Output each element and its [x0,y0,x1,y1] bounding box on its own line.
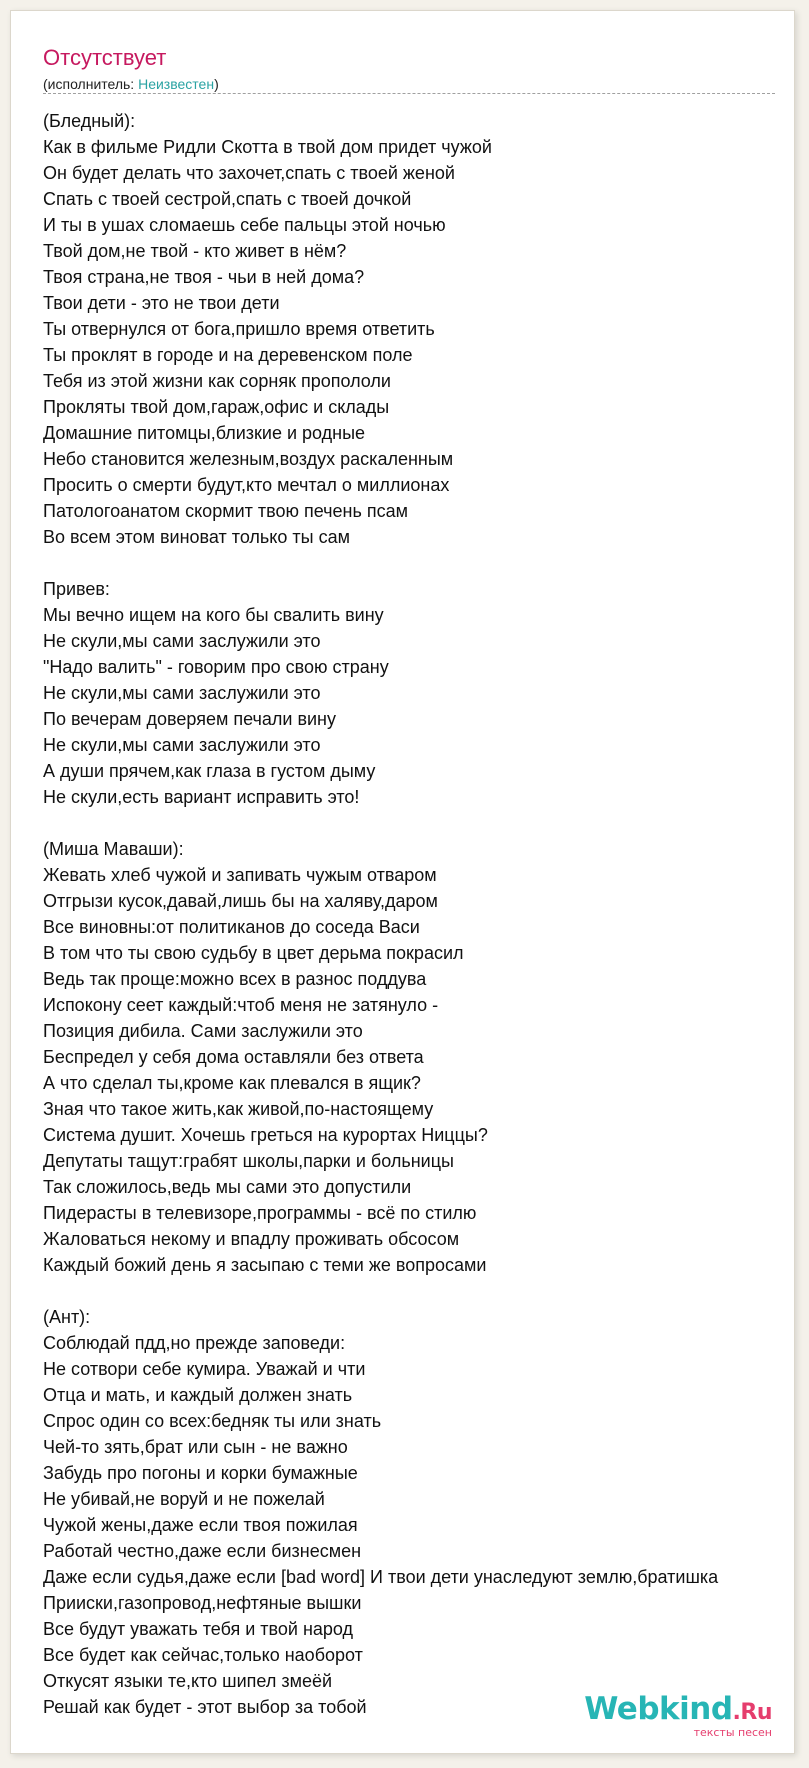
lyric-line: "Надо валить" - говорим про свою страну [43,657,389,677]
lyric-line: Спрос один со всех:бедняк ты или знать [43,1411,382,1431]
lyric-line: По вечерам доверяем печали вину [43,709,337,729]
lyric-line: (Бледный): [43,111,136,131]
lyric-line: Пидерасты в телевизоре,программы - всё по стилю [43,1203,477,1223]
lyric-line: Каждый божий день я засыпаю с теми же вопросами [43,1255,487,1275]
lyric-line: Твоя страна,не твоя - чьи в ней дома? [43,267,365,287]
lyric-line: Спать с твоей сестрой,спать с твоей дочкой [43,189,412,209]
lyric-line: Даже если судья,даже если [bad word] И твои дети унаследуют землю,братишка [43,1567,719,1587]
lyric-line: Все будут уважать тебя и твой народ [43,1619,354,1639]
artist-prefix: (исполнитель: [43,76,139,92]
lyric-line: Прокляты твой дом,гараж,офис и склады [43,397,390,417]
logo-wordmark [584,1692,772,1730]
artist-suffix: ) [214,76,219,92]
lyric-line: Ты отвернулся от бога,пришло время ответить [43,319,435,339]
lyric-line: Твой дом,не твой - кто живет в нём? [43,241,347,261]
lyric-line: Так сложилось,ведь мы сами это допустили [43,1177,412,1197]
lyric-line: Позиция дибила. Сами заслужили это [43,1021,363,1041]
artist-line [43,75,219,93]
lyric-line: Тебя из этой жизни как сорняк пропололи [43,371,391,391]
site-logo[interactable] [584,1692,772,1739]
lyric-line: Не скули,мы сами заслужили это [43,683,321,703]
divider [43,93,775,94]
lyric-line: В том что ты свою судьбу в цвет дерьма покрасил [43,943,464,963]
lyric-line: Система душит. Хочешь греться на курортах Ниццы? [43,1125,488,1145]
lyric-line: Во всем этом виноват только ты сам [43,527,350,547]
logo-subtitle: тексты песен [693,1726,772,1739]
lyric-line: (Миша Маваши): [43,839,184,859]
lyric-blank-line [43,550,795,576]
lyric-line: Испокону сеет каждый:чтоб меня не затянуло - [43,995,439,1015]
lyric-line: Решай как будет - этот выбор за тобой [43,1697,367,1717]
lyric-line: Отгрызи кусок,давай,лишь бы на халяву,даром [43,891,438,911]
lyric-line: Зная что такое жить,как живой,по-настоящему [43,1099,434,1119]
lyric-line: Патологоанатом скормит твою печень псам [43,501,408,521]
lyric-line: Не сотвори себе кумира. Уважай и чти [43,1359,366,1379]
lyric-line: Отца и мать, и каждый должен знать [43,1385,353,1405]
lyric-line: Депутаты тащут:грабят школы,парки и больницы [43,1151,454,1171]
lyric-line: Чей-то зять,брат или сын - не важно [43,1437,348,1457]
lyric-line: Не скули,мы сами заслужили это [43,735,321,755]
lyric-line: Прииски,газопровод,нефтяные вышки [43,1593,362,1613]
lyric-line: Все виновны:от политиканов до соседа Васи [43,917,420,937]
lyric-line: Небо становится железным,воздух раскаленным [43,449,454,469]
lyric-line: А души прячем,как глаза в густом дыму [43,761,376,781]
song-title: Отсутствует [43,45,167,70]
lyric-line: Все будет как сейчас,только наоборот [43,1645,363,1665]
lyrics-text [43,108,795,1720]
lyric-line: А что сделал ты,кроме как плевался в ящик? [43,1073,421,1093]
lyric-line: Привев: [43,579,110,599]
lyric-line: Чужой жены,даже если твоя пожилая [43,1515,358,1535]
lyric-line: Не скули,есть вариант исправить это! [43,787,360,807]
lyric-line: Как в фильме Ридли Скотта в твой дом придет чужой [43,137,492,157]
lyric-line: Домашние питомцы,близкие и родные [43,423,366,443]
lyric-blank-line [43,810,795,836]
lyric-line: (Ант): [43,1307,91,1327]
lyric-line: Твои дети - это не твои дети [43,293,280,313]
lyric-line: Не убивай,не воруй и не пожелай [43,1489,325,1509]
lyric-blank-line [43,1278,795,1304]
lyric-line: Жаловаться некому и впадлу проживать обсосом [43,1229,460,1249]
artist-link[interactable]: Неизвестен [138,76,215,92]
lyric-line: Беспредел у себя дома оставляли без ответа [43,1047,424,1067]
lyric-line: Просить о смерти будут,кто мечтал о миллионах [43,475,450,495]
lyric-line: И ты в ушах сломаешь себе пальцы этой ночью [43,215,446,235]
lyric-line: Ты проклят в городе и на деревенском поле [43,345,413,365]
logo-tld: .Ru [732,1700,772,1725]
lyric-line: Не скули,мы сами заслужили это [43,631,321,651]
lyric-line: Соблюдай пдд,но прежде заповеди: [43,1333,346,1353]
lyric-line: Он будет делать что захочет,спать с твоей женой [43,163,455,183]
lyric-line: Мы вечно ищем на кого бы свалить вину [43,605,384,625]
logo-name: Webkind [584,1691,733,1727]
lyric-line: Работай честно,даже если бизнесмен [43,1541,362,1561]
lyric-line: Ведь так проще:можно всех в разнос поддува [43,969,427,989]
lyrics-page [10,10,795,1754]
lyric-line: Откусят языки те,кто шипел змеёй [43,1671,333,1691]
lyric-line: Жевать хлеб чужой и запивать чужым отваром [43,865,437,885]
lyric-line: Забудь про погоны и корки бумажные [43,1463,358,1483]
